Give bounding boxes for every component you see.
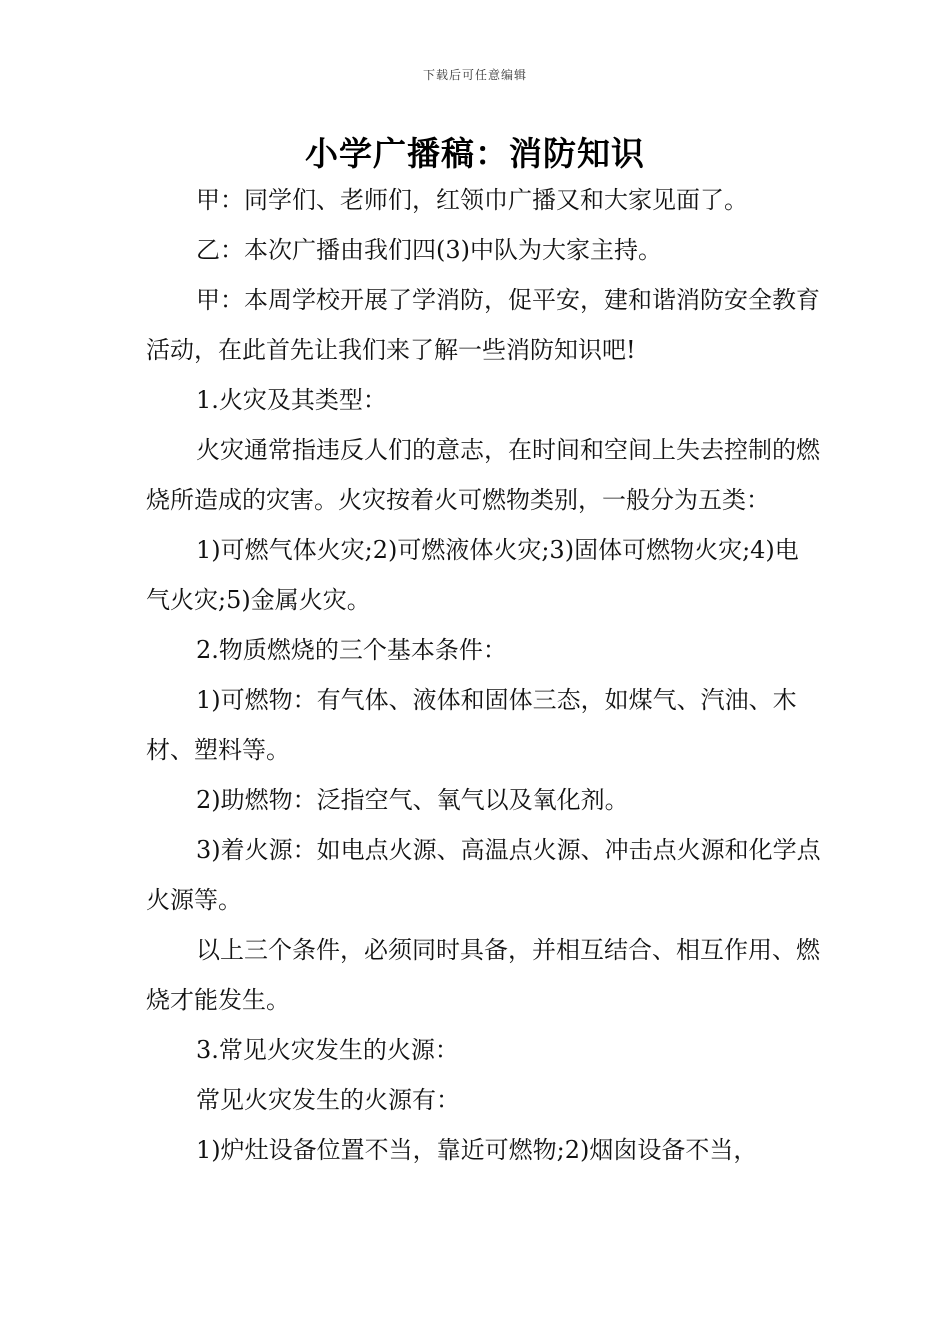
paragraph: 1)可燃物：有气体、液体和固体三态，如煤气、汽油、木材、塑料等。 (146, 686, 797, 764)
paragraph: 以上三个条件，必须同时具备，并相互结合、相互作用、燃烧才能发生。 (146, 936, 820, 1014)
paragraph: 1)炉灶设备位置不当，靠近可燃物;2)烟囱设备不当， (196, 1136, 758, 1164)
paragraph: 2)助燃物：泛指空气、氧气以及氧化剂。 (196, 786, 629, 814)
paragraph: 甲：本周学校开展了学消防，促平安，建和谐消防安全教育活动，在此首先让我们来了解一些消防知识吧! (146, 286, 820, 364)
section-heading: 1.火灾及其类型： (196, 386, 387, 414)
paragraph: 火灾通常指违反人们的意志，在时间和空间上失去控制的燃烧所造成的灾害。火灾按着火可燃物类别，一般分为五类： (146, 436, 820, 514)
page-header-note: 下载后可任意编辑 (422, 68, 527, 82)
paragraph: 乙：本次广播由我们四(3)中队为大家主持。 (196, 236, 662, 264)
section-heading: 3.常见火灾发生的火源： (196, 1036, 459, 1064)
paragraph: 甲：同学们、老师们，红领巾广播又和大家见面了。 (196, 186, 748, 214)
paragraph: 3)着火源：如电点火源、高温点火源、冲击点火源和化学点火源等。 (146, 836, 821, 914)
document-body (146, 175, 821, 1175)
document-title: 小学广播稿：消防知识 (305, 134, 645, 173)
paragraph: 常见火灾发生的火源有： (196, 1086, 460, 1114)
section-heading: 2.物质燃烧的三个基本条件： (196, 636, 507, 664)
paragraph: 1)可燃气体火灾;2)可燃液体火灾;3)固体可燃物火灾;4)电气火灾;5)金属火灾。 (146, 536, 799, 614)
